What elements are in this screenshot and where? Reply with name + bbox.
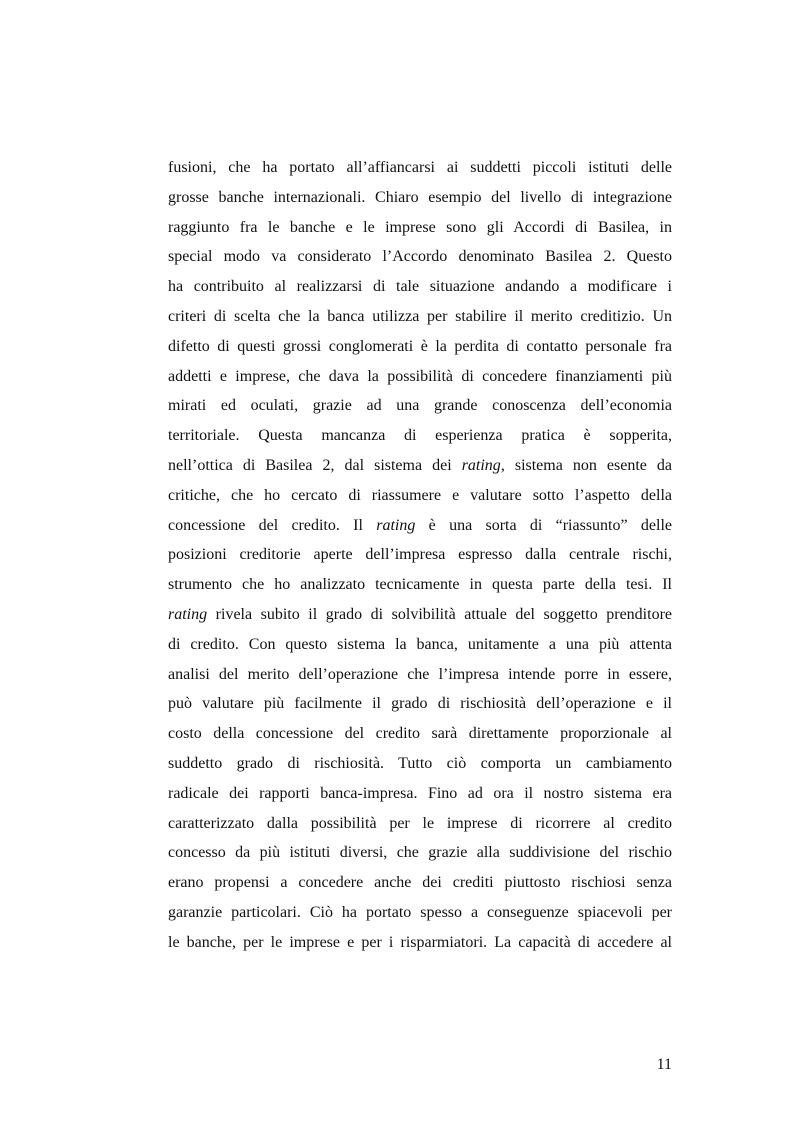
body-paragraph [168, 153, 672, 958]
text-segment: difetto di questi grossi conglomerati è la perdita di contatto personale fra [168, 337, 672, 355]
text-segment: caratterizzato dalla possibilità per le imprese di ricorrere al credito [168, 814, 672, 832]
text-line-content [168, 368, 672, 385]
text-line [168, 421, 672, 451]
text-segment: special modo va considerato l’Accordo denominato Basilea 2. Questo [168, 248, 672, 266]
text-segment: nell’ottica di Basilea 2, dal sistema dei [168, 456, 462, 474]
text-line-content [168, 606, 672, 623]
text-line [168, 570, 672, 600]
text-line [168, 868, 672, 898]
text-segment: può valutare più facilmente il grado di rischiosità dell’operazione e il [168, 695, 672, 713]
text-segment: analisi del merito dell’operazione che l’impresa intende porre in essere, [168, 665, 672, 683]
text-line-content [168, 666, 672, 683]
text-segment: posizioni creditorie aperte dell’impresa espresso dalla centrale rischi, [168, 546, 672, 564]
text-line [168, 183, 672, 213]
text-line [168, 391, 672, 421]
text-line [168, 332, 672, 362]
text-line-content [168, 695, 672, 712]
text-line-content [168, 546, 672, 563]
text-segment: grosse banche internazionali. Chiaro esempio del livello di integrazione [168, 188, 672, 206]
text-line [168, 272, 672, 302]
text-line [168, 630, 672, 660]
text-line-content [168, 338, 672, 355]
text-line-content [168, 785, 672, 802]
text-line [168, 153, 672, 183]
text-line-content [168, 874, 672, 891]
text-line-content [168, 248, 672, 265]
text-line [168, 660, 672, 690]
text-line-content [168, 219, 672, 236]
text-line [168, 719, 672, 749]
page-number: 11 [656, 1056, 672, 1073]
italic-term: rating [461, 456, 501, 474]
text-line [168, 213, 672, 243]
text-line [168, 689, 672, 719]
text-line-content [168, 755, 672, 772]
text-line [168, 302, 672, 332]
text-line [168, 600, 672, 630]
text-line-content [168, 189, 672, 206]
text-segment: strumento che ho analizzato tecnicamente in questa parte della tesi. Il [168, 576, 672, 594]
text-line [168, 451, 672, 481]
text-segment: addetti e imprese, che dava la possibilità di concedere finanziamenti più [168, 367, 672, 385]
text-line [168, 809, 672, 839]
text-line [168, 481, 672, 511]
text-segment: rivela subito il grado di solvibilità attuale del soggetto prenditore [207, 605, 672, 623]
text-line [168, 898, 672, 928]
text-line-content [168, 308, 672, 325]
text-line [168, 242, 672, 272]
text-segment: fusioni, che ha portato all’affiancarsi ai suddetti piccoli istituti delle [168, 159, 672, 176]
text-segment: criteri di scelta che la banca utilizza per stabilire il merito creditizio. Un [168, 307, 672, 325]
text-line [168, 540, 672, 570]
text-line [168, 362, 672, 392]
text-segment: garanzie particolari. Ciò ha portato spesso a conseguenze spiacevoli per [168, 903, 672, 921]
text-line-content [168, 457, 672, 474]
text-segment: di credito. Con questo sistema la banca, unitamente a una più attenta [168, 635, 672, 653]
text-segment: raggiunto fra le banche e le imprese sono gli Accordi di Basilea, in [168, 218, 672, 236]
text-segment: critiche, che ho cercato di riassumere e valutare sotto l’aspetto della [168, 486, 672, 504]
text-line [168, 749, 672, 779]
text-line-content [168, 487, 672, 504]
text-line-content [168, 576, 672, 593]
text-line-content [168, 904, 672, 921]
text-line-content [168, 159, 672, 176]
text-segment: concessione del credito. Il [168, 516, 377, 534]
text-line-content [168, 278, 672, 295]
text-line-content [168, 815, 672, 832]
text-segment: le banche, per le imprese e per i risparmiatori. La capacità di accedere al [168, 933, 672, 951]
text-segment: , sistema non esente da [500, 456, 672, 474]
text-line-content [168, 636, 672, 653]
text-line-content [168, 427, 672, 444]
text-segment: erano propensi a concedere anche dei crediti piuttosto rischiosi senza [168, 874, 672, 892]
text-segment: radicale dei rapporti banca-impresa. Fino ad ora il nostro sistema era [168, 784, 672, 802]
text-line [168, 511, 672, 541]
text-line-content [168, 397, 672, 414]
text-line-content [168, 725, 672, 742]
text-segment: mirati ed oculati, grazie ad una grande conoscenza dell’economia [168, 397, 672, 415]
text-line-content [168, 934, 672, 951]
text-segment: costo della concessione del credito sarà direttamente proporzionale al [168, 725, 672, 743]
text-segment: ha contribuito al realizzarsi di tale situazione andando a modificare i [168, 278, 672, 296]
italic-term: rating [376, 516, 416, 534]
text-segment: suddetto grado di rischiosità. Tutto ciò comporta un cambiamento [168, 754, 672, 772]
text-line [168, 779, 672, 809]
text-segment: territoriale. Questa mancanza di esperienza pratica è sopperita, [168, 427, 672, 445]
text-line [168, 838, 672, 868]
text-segment: è una sorta di “riassunto” delle [415, 516, 672, 534]
text-line-content [168, 844, 672, 861]
text-line [168, 928, 672, 958]
text-segment: concesso da più istituti diversi, che grazie alla suddivisione del rischio [168, 844, 672, 862]
text-line-content [168, 517, 672, 534]
italic-term: rating [168, 605, 208, 623]
